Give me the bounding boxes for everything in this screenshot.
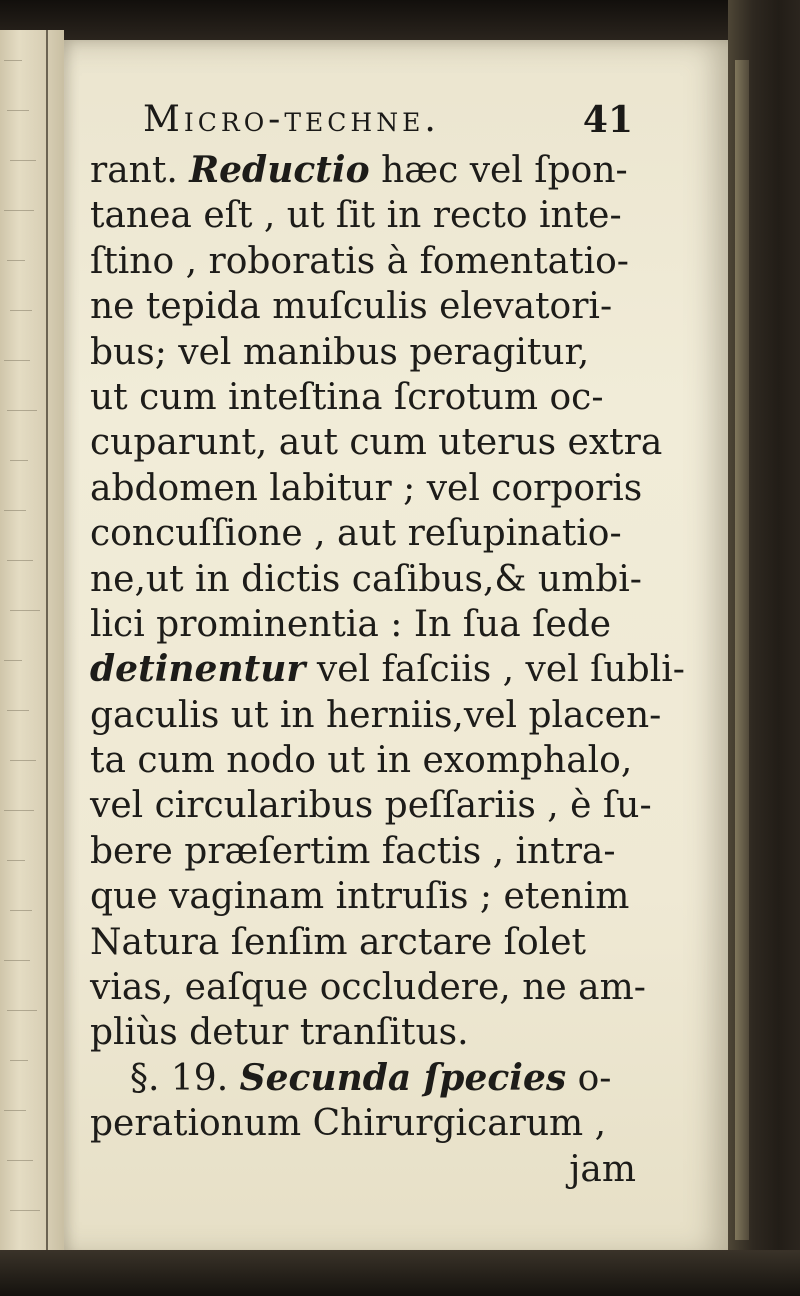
text-line: [90, 284, 636, 329]
italic-term: Secunda ſpecies: [239, 1056, 567, 1099]
text-segment: rant.: [90, 150, 190, 191]
text-segment: concuſſione , aut reſupinatio-: [90, 513, 622, 555]
text-segment: vel circularibus peſſariis , è ſu-: [90, 785, 652, 827]
page-edge-line: [7, 560, 33, 561]
text-segment: gaculis ut in herniis,vel placen-: [90, 694, 662, 736]
body-text: [90, 148, 685, 1192]
page-edge-line: [4, 510, 26, 511]
page-edge-line: [7, 410, 37, 411]
text-line: [90, 330, 636, 375]
text-line: [90, 965, 646, 1010]
page-edge-line: [10, 460, 28, 461]
text-line: [90, 738, 636, 783]
text-segment: vel faſciis , vel ſubli-: [305, 649, 685, 691]
text-segment: ta cum nodo ut in exomphalo,: [90, 740, 633, 782]
text-segment: pliùs detur tranſitus.: [90, 1012, 469, 1054]
text-segment: cuparunt, aut cum uterus extra: [90, 422, 663, 464]
page-edge-line: [4, 1110, 26, 1111]
text-line: [90, 1147, 636, 1192]
text-line: [90, 511, 636, 556]
text-line: [90, 693, 662, 738]
text-segment: lici prominentia : In ſua ſede: [90, 603, 612, 645]
text-segment: ſtino , roboratis à fomentatio-: [90, 240, 629, 282]
text-segment: que vaginam intruſis ; etenim: [90, 876, 630, 918]
page-edge-line: [10, 610, 40, 611]
page-number: 41: [582, 99, 633, 141]
page-edge-line: [7, 1010, 37, 1011]
text-segment: vias, eaſque occludere, ne am-: [90, 967, 646, 1009]
page-edge-line: [7, 710, 29, 711]
top-shadow-band: [0, 0, 800, 40]
italic-term: detinentur: [90, 648, 306, 691]
text-segment: tanea eſt , ut ſit in recto inte-: [90, 195, 622, 237]
page-edge-line: [7, 110, 29, 111]
text-segment: abdomen labitur ; vel corporis: [90, 467, 643, 509]
text-segment: jam: [569, 1148, 636, 1190]
text-line: [90, 148, 636, 193]
page-edge-line: [10, 1060, 28, 1061]
text-segment: hæc vel ſpon-: [369, 150, 628, 191]
text-segment: bere præſertim factis , intra-: [90, 830, 616, 872]
text-line: [90, 375, 636, 420]
text-segment: o-: [566, 1057, 612, 1099]
text-line: [90, 602, 636, 647]
page-edge-line: [10, 160, 36, 161]
text-segment: bus; vel manibus peragitur,: [90, 331, 590, 373]
text-line: [90, 783, 652, 828]
text-segment: ne tepida muſculis elevatori-: [90, 286, 613, 328]
text-segment: §. 19.: [130, 1057, 240, 1099]
text-line: [90, 1101, 636, 1146]
text-line: [90, 420, 663, 465]
page-edge-line: [10, 760, 36, 761]
text-line: [90, 1010, 636, 1055]
text-segment: ne,ut in dictis caſibus,& umbi-: [90, 558, 642, 600]
italic-term: Reductio: [189, 149, 370, 191]
bottom-shadow-band: [0, 1250, 800, 1296]
text-line: [90, 193, 636, 238]
page-edge-line: [4, 360, 30, 361]
page-edge-line: [4, 660, 22, 661]
stacked-page-edges: [0, 30, 64, 1256]
text-segment: ut cum inteſtina ſcrotum oc-: [90, 376, 604, 418]
text-line: [90, 466, 643, 511]
page-edge-line: [7, 260, 25, 261]
page-edge-line: [7, 860, 25, 861]
page-edge-line: [4, 60, 22, 61]
text-line: [90, 239, 636, 284]
gutter-page-curl: [735, 60, 749, 1240]
text-line: [90, 829, 636, 874]
page-edge-line: [4, 210, 34, 211]
text-line: [90, 647, 685, 692]
text-segment: perationum Chirurgicarum ,: [90, 1103, 607, 1145]
page-edge-line: [10, 910, 32, 911]
text-line: [90, 920, 636, 965]
text-line: [90, 1056, 636, 1101]
page-edge-line: [4, 810, 34, 811]
page-edge-line: [7, 1160, 33, 1161]
page-header: [143, 98, 633, 142]
page-edge-line: [10, 310, 32, 311]
running-head: Micro-techne.: [143, 99, 440, 140]
page-edge-line: [10, 1210, 40, 1211]
text-line: [90, 557, 642, 602]
text-line: [90, 874, 636, 919]
text-segment: Natura ſenſim arctare ſolet: [90, 921, 586, 963]
page-edge-line: [4, 960, 30, 961]
